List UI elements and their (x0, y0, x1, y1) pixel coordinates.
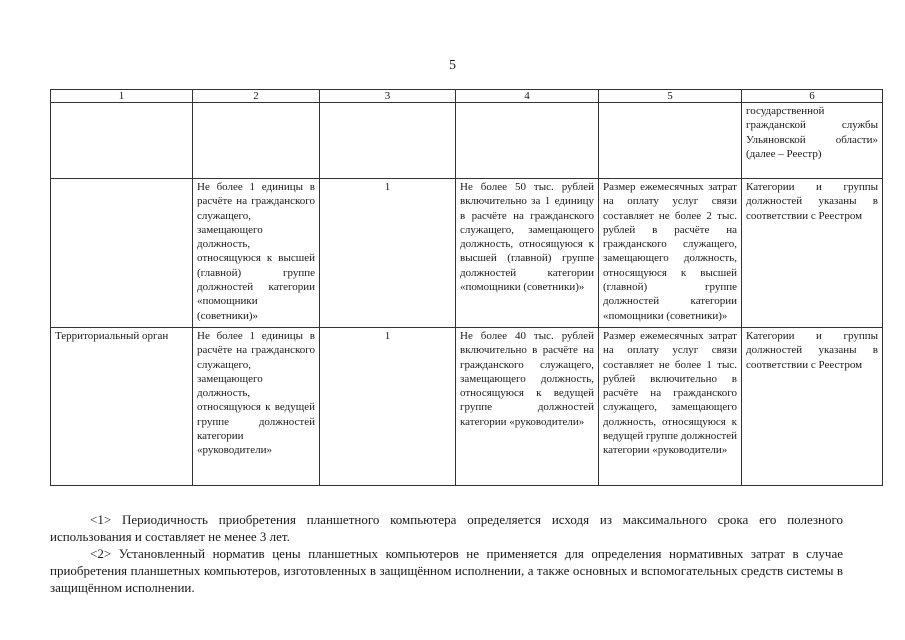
table-cell: Не более 1 единицы в расчёте на гражданского служащего, замещающего должность, относящуюся к высшей (главной) группе должностей категории «помощники (советники)» (193, 179, 320, 328)
norms-table (50, 89, 883, 486)
table-cell (320, 103, 456, 179)
table-cell: Размер ежемесячных затрат на оплату услуг связи составляет не более 2 тыс. рублей в расчёте на гражданского служащего, замещающего должность, относящуюся к высшей (главной) группе должностей категории «помощники (советники)» (599, 179, 742, 328)
column-number-2: 2 (193, 90, 320, 103)
page-number: 5 (449, 58, 456, 73)
table-row-territorial-body (51, 328, 883, 486)
column-number-1: 1 (51, 90, 193, 103)
footnotes (50, 511, 843, 596)
table-cell: Категории и группы должностей указаны в соответствии с Реестром (742, 179, 883, 328)
table-cell (51, 179, 193, 328)
table-cell: Размер ежемесячных затрат на оплату услуг связи составляет не более 1 тыс. рублей включительно в расчёте на гражданского служащего, замещающего должность, относящуюся к ведущей группе должностей категории «руководители» (599, 328, 742, 486)
table-cell: 1 (320, 328, 456, 486)
table-cell (51, 103, 193, 179)
table-cell (599, 103, 742, 179)
table-row-continuation (51, 103, 883, 179)
table-cell (193, 103, 320, 179)
footnote-1: <1> Периодичность приобретения планшетного компьютера определяется исходя из максимального срока его полезного использования и составляет не менее 3 лет. (50, 512, 843, 544)
column-number-4: 4 (456, 90, 599, 103)
table-row-assistants (51, 179, 883, 328)
table-cell: Территориальный орган (51, 328, 193, 486)
table-cell: Категории и группы должностей указаны в соответствии с Реестром (742, 328, 883, 486)
footnote-2: <2> Установленный норматив цены планшетных компьютеров не применяется для определения нормативных затрат в случае приобретения планшетных компьютеров, изготовленных в защищённом исполнении, а также основных и вспомогательных средств системы в защищённом исполнении. (50, 546, 843, 595)
column-number-6: 6 (742, 90, 883, 103)
table-cell: Не более 40 тыс. рублей включительно в расчёте на гражданского служащего, замещающего должность, относящуюся к ведущей группе должностей категории «руководители» (456, 328, 599, 486)
table-cell: Не более 50 тыс. рублей включительно за 1 единицу в расчёте на гражданского служащего, замещающего должность, относящуюся к высшей (главной) группе должностей категории «помощники (советники)» (456, 179, 599, 328)
table-cell: 1 (320, 179, 456, 328)
table-cell (456, 103, 599, 179)
column-number-5: 5 (599, 90, 742, 103)
column-number-3: 3 (320, 90, 456, 103)
table-cell: Не более 1 единицы в расчёте на гражданского служащего, замещающего должность, относящуюся к ведущей группе должностей категории «руководители» (193, 328, 320, 486)
table-cell: государственной гражданской службы Ульяновской области» (далее – Реестр) (742, 103, 883, 179)
table-header-row (51, 90, 883, 103)
